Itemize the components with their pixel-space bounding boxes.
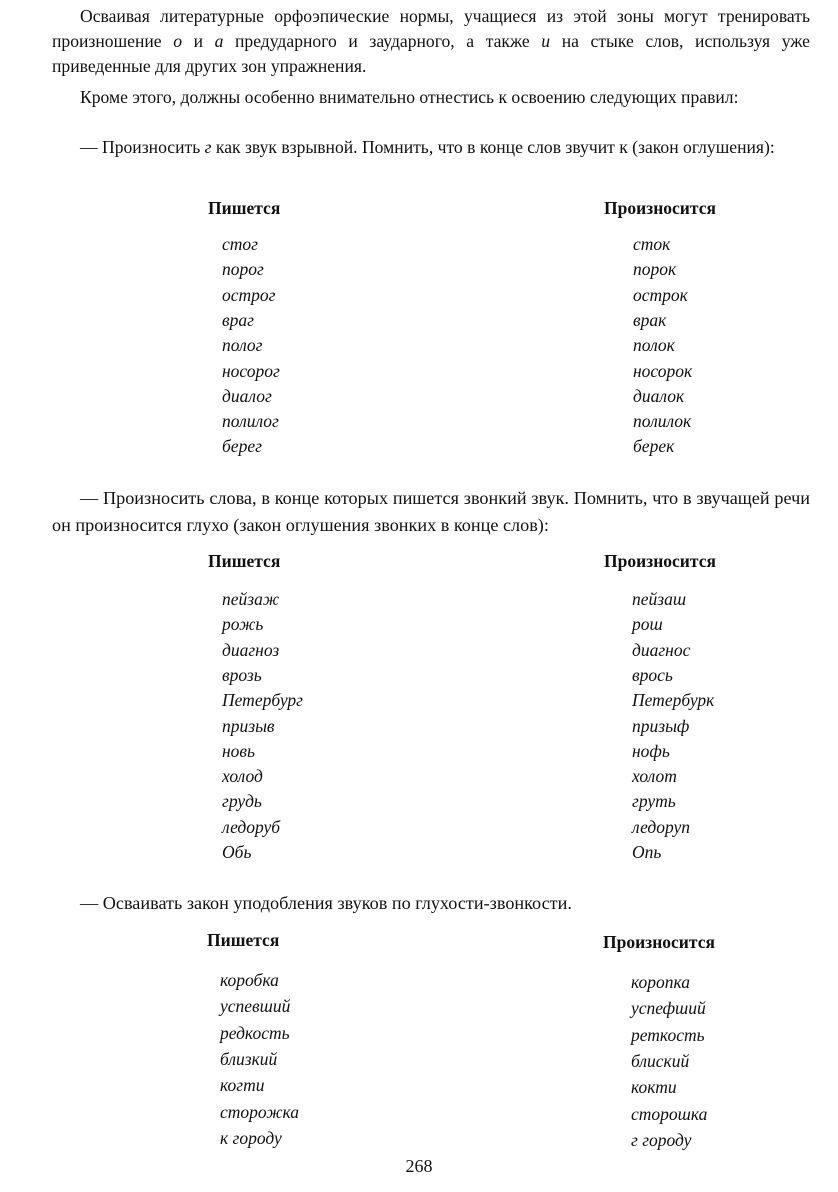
- pronounced-word: сторошка: [631, 1103, 708, 1124]
- written-word: носорог: [222, 360, 280, 381]
- rule-text: — Произносить: [80, 137, 205, 157]
- written-word: коробка: [220, 970, 279, 990]
- intro-paragraph: [52, 4, 810, 79]
- pronounced-word: диагнос: [632, 639, 691, 660]
- letter-a: а: [214, 31, 224, 51]
- written-word: рожь: [222, 614, 264, 635]
- letter-o: о: [173, 31, 182, 51]
- pronounced-word: рош: [632, 614, 663, 635]
- table2-head-written: Пишется: [208, 551, 281, 571]
- written-word: ледоруб: [222, 816, 281, 837]
- intro-text: на стыке слов, используя уже приведенные для других зон упражнения.: [52, 31, 810, 76]
- rule-3-paragraph: — Осваивать закон уподобления звуков по глухости-звонкости.: [80, 893, 572, 913]
- pronounced-word: холот: [632, 766, 677, 787]
- page-number: 268: [405, 1156, 433, 1176]
- intro-text: Осваивая литературные орфоэпические нормы, учащиеся из этой зоны могут тренировать произношение: [52, 6, 810, 51]
- written-word: врозь: [222, 664, 262, 685]
- pronounced-word: коропка: [631, 972, 691, 992]
- pronounced-word: кокти: [631, 1077, 677, 1098]
- letter-g: г: [204, 137, 212, 157]
- written-word: стог: [222, 234, 258, 254]
- pronounced-word: призыф: [632, 715, 690, 736]
- rules-intro-paragraph: Кроме этого, должны особенно внимательно отнестись к освоению следующих правил:: [80, 87, 739, 107]
- pronounced-word: полок: [633, 335, 675, 356]
- written-word: грудь: [222, 791, 262, 812]
- written-word: Петербург: [222, 690, 304, 711]
- written-word: берег: [222, 436, 262, 457]
- written-word: новь: [222, 740, 255, 761]
- pronounced-word: г городу: [631, 1129, 692, 1150]
- written-word: полилог: [222, 411, 279, 432]
- pronounced-word: блиский: [631, 1050, 690, 1071]
- written-word: близкий: [220, 1048, 278, 1069]
- rule-2-paragraph: — Произносить слова, в конце которых пишется звонкий звук. Помнить, что в звучащей речи он произносится глухо (закон оглушения звонких в конце слов):: [52, 488, 810, 535]
- pronounced-word: пейзаш: [632, 589, 687, 609]
- written-word: когти: [220, 1075, 265, 1096]
- written-word: призыв: [222, 715, 275, 736]
- pronounced-word: порок: [633, 259, 677, 280]
- written-word: холод: [222, 766, 263, 787]
- pronounced-word: реткость: [631, 1024, 705, 1045]
- pronounced-word: острок: [633, 284, 688, 305]
- rule-1-paragraph: [52, 135, 810, 160]
- written-word: сторожка: [220, 1101, 299, 1122]
- written-word: диалог: [222, 385, 272, 406]
- written-word: к городу: [220, 1127, 282, 1148]
- pronounced-word: ледоруп: [632, 816, 691, 837]
- table1-head-written: Пишется: [208, 198, 281, 218]
- pronounced-word: успефший: [631, 998, 706, 1019]
- written-word: редкость: [220, 1022, 290, 1043]
- table3-head-pronounced: Произносится: [603, 932, 715, 952]
- pronounced-word: груть: [632, 791, 676, 812]
- written-word: порог: [222, 259, 264, 280]
- written-word: диагноз: [222, 639, 280, 660]
- letter-i: и: [541, 31, 551, 51]
- rule-text: как звук взрывной. Помнить, что в конце слов звучит к (закон оглушения):: [211, 137, 775, 157]
- pronounced-word: сток: [633, 234, 671, 254]
- written-word: враг: [222, 309, 254, 330]
- intro-text: и: [181, 31, 215, 51]
- pronounced-word: врак: [633, 309, 667, 330]
- pronounced-word: Петербурк: [632, 690, 715, 711]
- table2-head-pronounced: Произносится: [604, 551, 716, 571]
- table1-head-pronounced: Произносится: [604, 198, 716, 218]
- written-word: полог: [222, 335, 263, 356]
- pronounced-word: носорок: [633, 360, 693, 381]
- pronounced-word: нофь: [632, 740, 670, 761]
- written-word: пейзаж: [222, 589, 280, 609]
- written-word: острог: [222, 284, 276, 305]
- pronounced-word: врось: [632, 664, 673, 685]
- intro-text: предударного и заударного, а также: [223, 31, 542, 51]
- pronounced-word: диалок: [633, 385, 685, 406]
- pronounced-word: Опь: [632, 842, 662, 862]
- written-word: успевший: [220, 996, 291, 1017]
- written-word: Обь: [222, 842, 252, 862]
- pronounced-word: берек: [633, 436, 675, 457]
- table3-head-written: Пишется: [207, 930, 280, 950]
- pronounced-word: полилок: [633, 411, 692, 432]
